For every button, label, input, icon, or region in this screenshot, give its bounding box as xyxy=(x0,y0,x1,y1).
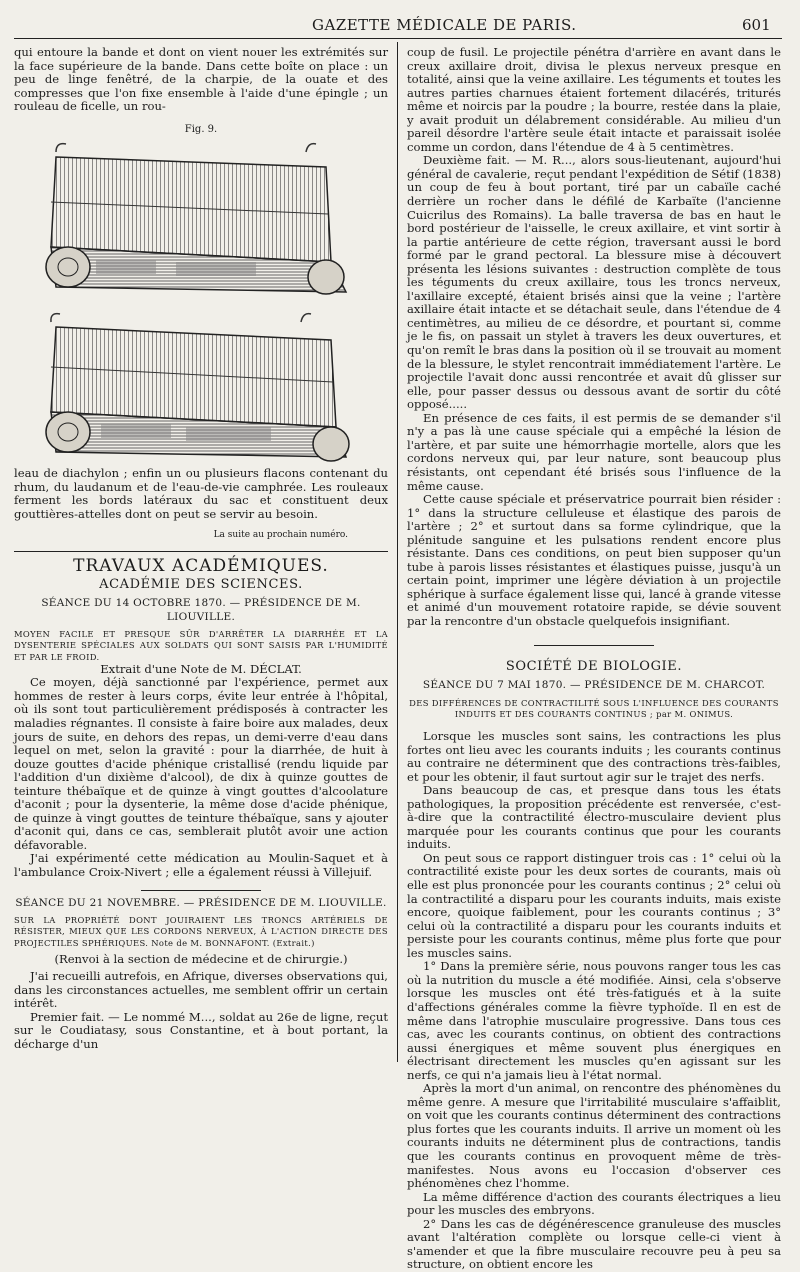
paragraph-degenerescence: 2° Dans les cas de dégénérescence granuleuse des muscles avant l'altération complète ou lorsque celle-ci vient à s'amender et que la fibre musculaire recouvre peu à peu sa structure, on obtient encore les xyxy=(407,1216,781,1272)
after-figure-paragraph: leau de diachylon ; enfin un ou plusieurs flacons contenant du rhum, du laudanum et de l'eau-de-vie camphrée. Les rouleaux ferment les bords latéraux du sac et constituent deux gouttières-attelles dont on peut se servir au besoin. xyxy=(14,466,388,521)
header-rule xyxy=(14,38,782,39)
short-rule xyxy=(141,890,261,891)
section-heading-travaux: TRAVAUX ACADÉMIQUES. xyxy=(73,556,329,577)
paragraph-presence: En présence de ces faits, il est permis de se demander s'il n'y a pas là une cause spéciale qui a empêché la lésion de l'artère, et par suite une hémorrhagie mortelle, alors que les cordons nerveux qui, par leur nature, sont beaucoup plus résistants, ont cependant été brisés sous l'influence de la même cause. xyxy=(407,410,781,493)
subsection-heading-academie: ACADÉMIE DES SCIENCES. xyxy=(99,576,303,592)
right-column xyxy=(407,46,781,1272)
lower-splint-drawing xyxy=(46,314,349,461)
column-divider xyxy=(397,42,398,1062)
continuation-note: La suite au prochain numéro. xyxy=(213,530,348,541)
paragraph-apres-mort: Après la mort d'un animal, on rencontre des phénomènes du même genre. A mesure que l'irritabilité musculaire s'affaiblit, on voit que les courants continus déterminent des contractions plus fortes que les courants induits. Il arrive un moment où les courants induits ne déterminent plus de contractions, tandis que les courants continus en provoquent même de très-manifestes. Nous avons eu l'occasion d'observer ces phénomènes chez l'homme. xyxy=(407,1081,781,1191)
section-heading-societe: SOCIÉTÉ DE BIOLOGIE. xyxy=(505,658,683,674)
session-line-2: SÉANCE DU 21 NOVEMBRE. — PRÉSIDENCE DE M. LIOUVILLE. xyxy=(15,896,387,909)
paragraph-continuation: coup de fusil. Le projectile pénétra d'arrière en avant dans le creux axillaire droit, divisa le plexus nerveux presque en totalité, ainsi que la veine axillaire. Les téguments et toutes les autres parties charnues étaient fortement dilacérés, triturés même et noircis par la poudre ; la bourre, restée dans la plaie, y avait produit un délabrement considérable. Au milieu d'un pareil désordre l'artère seule était intacte et paraissait isolée comme un cordon, dans l'étendue de 4 à 5 centimètres. xyxy=(407,45,781,154)
page-number: 601 xyxy=(742,16,771,34)
paragraph-beaucoup: Dans beaucoup de cas, et presque dans tous les états pathologiques, la proposition précédente est renversée, c'est-à-dire que la contractilité électro-musculaire devient plus marquée pour les courants continus que pour les courants induits. xyxy=(407,783,781,852)
paragraph-embryons: La même différence d'action des courants électriques a lieu pour les muscles des embryons. xyxy=(407,1189,781,1218)
intro-paragraph: qui entoure la bande et dont on vient nouer les extrémités sur la face supérieure de la bande. Dans cette boîte on place : un peu de linge fenêtré, de la charpie, de la ouate et des compresses que l'on fixe ensemble à l'aide d'une épingle ; un rouleau de ficelle, un rou- xyxy=(14,45,388,114)
paragraph-premiere-serie: 1° Dans la première série, nous pouvons ranger tous les cas où la nutrition du muscle a été modifiée. Ainsi, cela s'observe lorsque les muscles ont été très-fatigués et à la suite d'affections générales comme la fièvre typhoïde. Il en est de même dans l'atrophie musculaire progressive. Dans tous ces cas, avec les courants continus, on obtient des contractions aussi énergiques et même souvent plus énergiques en électrisant directement les muscles qu'en agissant sur les nerfs, ce qui n'a jamais lieu à l'état normal. xyxy=(407,959,781,1082)
short-rule-right xyxy=(534,645,654,646)
upper-splint-drawing xyxy=(46,144,346,294)
paragraph-cause: Cette cause spéciale et préservatrice pourrait bien résider : 1° dans la structure celluleuse et élastique des parois de l'artère ; 2° et surtout dans sa forme cylindrique, que la plénitude sanguine et les pulsations rendent encore plus résistante. Dans ces conditions, on peut bien supposer qu'un tube à parois lisses résistantes et élastiques puisse, jusqu'à un certain point, imprimer une légère déviation à un projectile sphérique à surface également lisse qui, lancé à grande vitesse et animé d'un mouvement rotatoire rapide, se dévie souvent par la rencontre d'un obstacle quelquefois insignifiant. xyxy=(407,492,781,628)
paragraph-deuxieme-fait: Deuxième fait. — M. R..., alors sous-lieutenant, aujourd'hui général de cavalerie, reçut pendant l'expédition de Sétif (1838) un coup de feu à bout portant, tiré par un cabaïle caché derrière un rocher dans le défilé de Karbaïte (l'ancienne Cuicrilus des Romains). La balle traversa de bas en haut le bord postérieur de l'aisselle, le creux axillaire, et vint sortir à la partie antérieure de cette région, traversant aussi le bord formé par le grand pectoral. La blessure mise à découvert présenta les lésions suivantes : destruction complète de tous les téguments du creux axillaire, tous les troncs nerveux, l'axillaire excepté, étaient brisés ainsi que la veine ; l'artère axillaire était intacte et se détachait seule, dans l'étendue de 4 centimètres, au milieu de ce désordre, et pourtant si, comme je le fis, on passait un stylet à travers les deux ouvertures, et qu'on remît le bras dans la position où il se trouvait au moment de la blessure, le stylet rencontrait immédiatement l'artère. Le projectile l'avait donc aussi rencontrée et avait dû glisser sur elle, pour passer dessus ou dessous avant de sortir du côté opposé..... xyxy=(407,153,781,412)
section-rule xyxy=(14,551,388,552)
left-column xyxy=(14,46,388,1052)
renvoi-note: (Renvoi à la section de médecine et de chirurgie.) xyxy=(54,951,348,966)
figure-9-illustration xyxy=(36,142,366,467)
journal-title: GAZETTE MÉDICALE DE PARIS. xyxy=(312,16,577,34)
session-line-1: SÉANCE DU 14 OCTOBRE 1870. — PRÉSIDENCE DE M. LIOUVILLE. xyxy=(41,597,361,623)
article-title-propriete: SUR LA PROPRIÉTÉ DONT JOUIRAIENT LES TRONCS ARTÉRIELS DE RÉSISTER, MIEUX QUE LES CORDONS NERVEUX, À L'ACTION DIRECTE DES PROJECTILES SPHÉRIQUES. Note de M. BONNAFONT. (Extrait.) xyxy=(14,915,388,948)
paragraph-trois-cas: On peut sous ce rapport distinguer trois cas : 1° celui où la contractilité existe pour les deux sortes de courants, mais où elle est plus prononcée pour les courants continus ; 2° celui où la contractilité a disparu pour les courants induits, mais existe encore, quoique faiblement, pour les courants continus ; 3° celui où la contractilité a disparu pour les courants induits et persiste pour les courants continus, même plus forte que pour les muscles sains. xyxy=(407,850,781,960)
session-line-3: SÉANCE DU 7 MAI 1870. — PRÉSIDENCE DE M. CHARCOT. xyxy=(422,679,766,692)
running-head xyxy=(0,14,800,44)
paragraph-muscles-sains: Lorsque les muscles sont sains, les contractions les plus fortes ont lieu avec les courants induits ; les courants continus au contraire ne déterminent que des contractions très-faibles, et pour les obtenir, il faut surtout agir sur le trajet des nerfs. xyxy=(407,729,781,784)
paragraph-recueilli: J'ai recueilli autrefois, en Afrique, diverses observations qui, dans les circonstances actuelles, me semblent offrir un certain intérêt. xyxy=(14,969,388,1011)
paragraph-moyen: Ce moyen, déjà sanctionné par l'expérience, permet aux hommes de rester à leurs corps, évite leur entrée à l'hôpital, où ils sont tout particulièrement prédisposés à contracter les maladies régnantes. Il consiste à faire boire aux malades, deux jours de suite, en dehors des repas, un demi-verre d'eau dans lequel on met, selon la gravité : pour la diarrhée, de huit à douze gouttes d'acide phénique cristallisé (rendu liquide par l'addition d'un dixième d'alcool), de dix à quinze gouttes de teinture thébaïque et de quinze à vingt gouttes d'alcoolature d'aconit ; pour la dysenterie, la même dose d'acide phénique, de quinze à vingt gouttes de teinture thébaïque, sans y ajouter d'aconit qui, dans ce cas, semblerait plutôt avoir une action défavorable. xyxy=(14,675,388,852)
article-title-moyen: MOYEN FACILE ET PRESQUE SÛR D'ARRÊTER LA DIARRHÉE ET LA DYSENTERIE SPÉCIALES AUX SOLDATS QUI SONT SAISIS PAR L'HUMIDITÉ ET PAR LE FROID. xyxy=(14,629,388,662)
paragraph-experimente: J'ai expérimenté cette médication au Moulin-Saquet et à l'ambulance Croix-Nivert ; elle a également réussi à Villejuif. xyxy=(14,851,388,880)
figure-label: Fig. 9. xyxy=(184,123,218,135)
article-title-differences: DES DIFFÉRENCES DE CONTRACTILITÉ SOUS L'INFLUENCE DES COURANTS INDUITS ET DES COURANTS CONTINUS ; par M. ONIMUS. xyxy=(409,697,779,719)
article-note-declat: Extrait d'une Note de M. DÉCLAT. xyxy=(100,661,302,676)
paragraph-premier-fait: Premier fait. — Le nommé M..., soldat au 26e de ligne, reçut sur le Coudiatasy, sous Constantine, et à bout portant, la décharge d'un xyxy=(14,1009,388,1051)
